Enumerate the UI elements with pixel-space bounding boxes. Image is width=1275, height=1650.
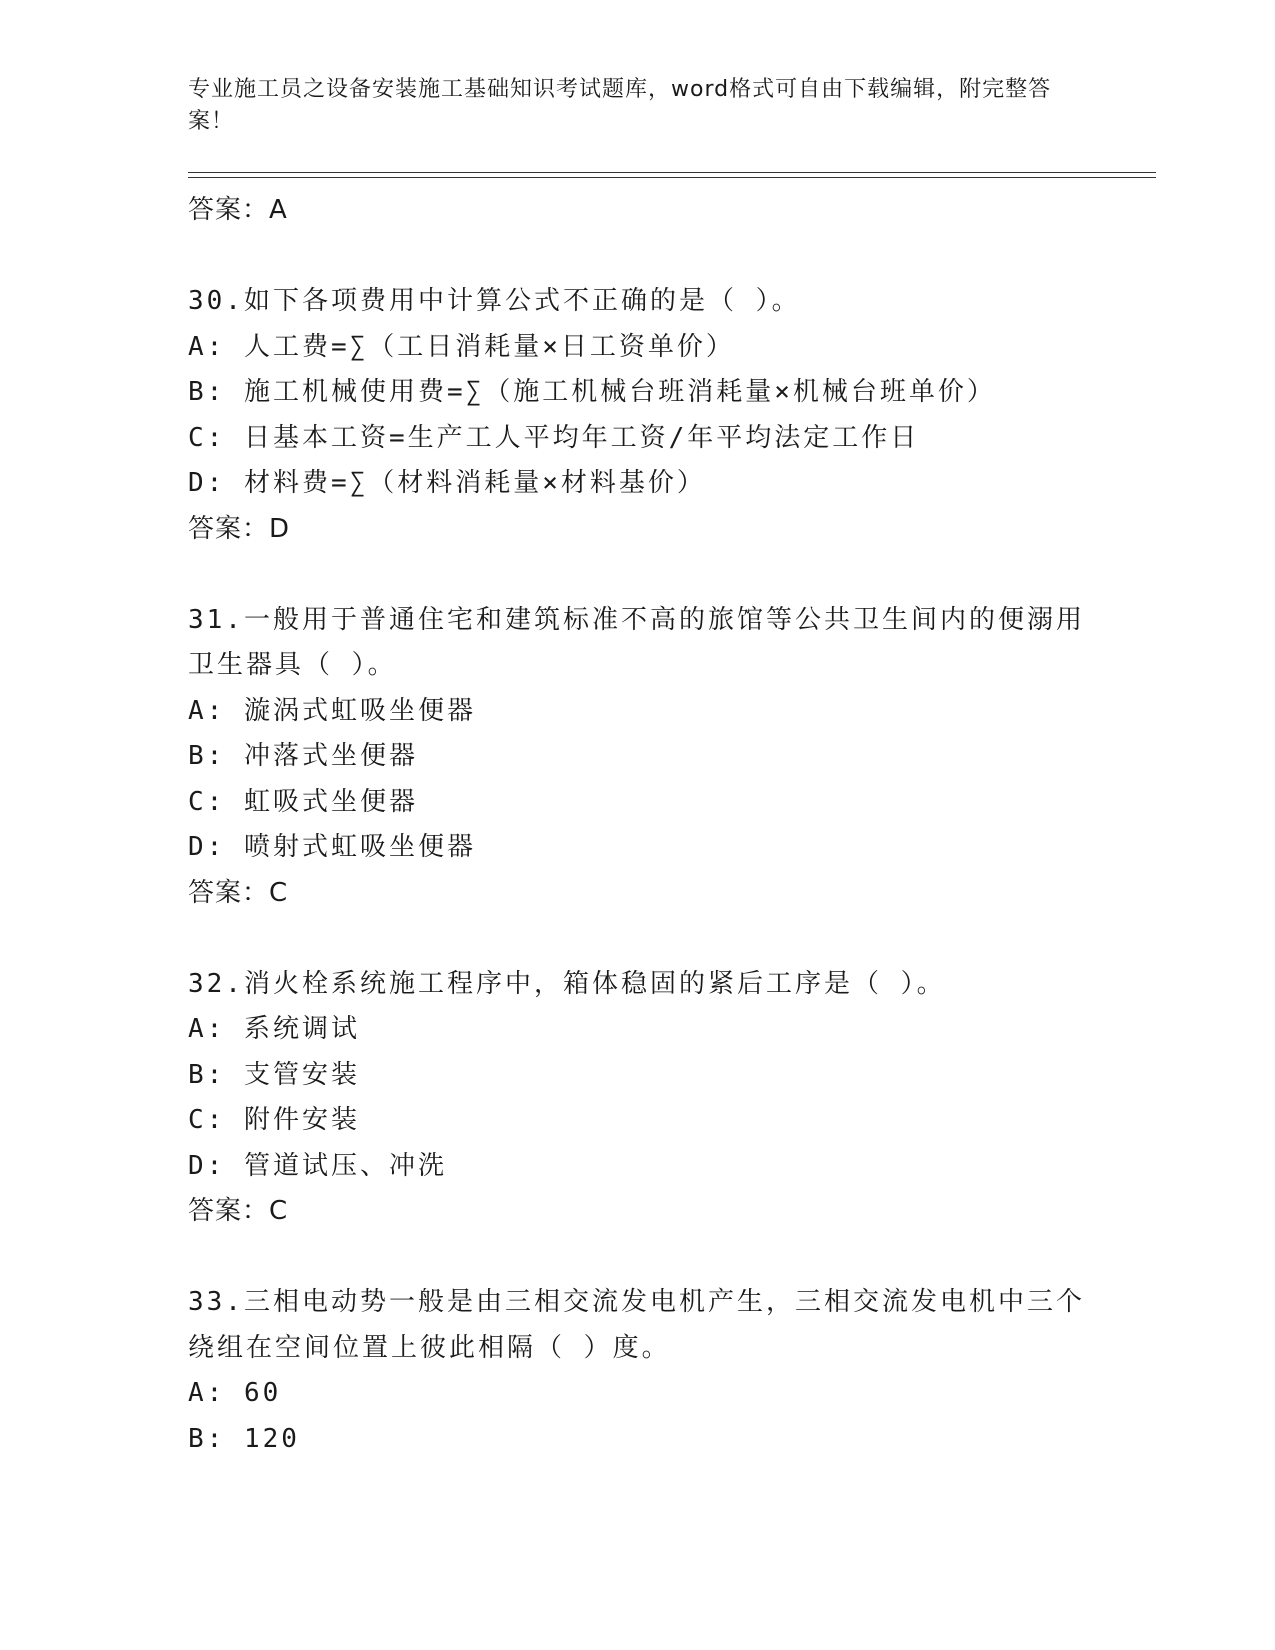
question-text: 33.三相电动势一般是由三相交流发电机产生，三相交流发电机中三个绕组在空间位置上彼此相隔（ ）度。 xyxy=(188,1287,1085,1363)
spacer xyxy=(188,552,1088,598)
option-a: A: 60 xyxy=(188,1378,282,1408)
option-d: D: 管道试压、冲洗 xyxy=(188,1150,447,1181)
option-d: D: 喷射式虹吸坐便器 xyxy=(188,832,476,862)
question-block-33 xyxy=(188,1280,1088,1462)
option-c: C: 日基本工资=生产工人平均年工资/年平均法定工作日 xyxy=(188,422,920,453)
option-b: B: 施工机械使用费=∑（施工机械台班消耗量×机械台班单价） xyxy=(188,377,996,407)
question-list xyxy=(188,188,1088,1462)
option-a: A: 系统调试 xyxy=(188,1014,360,1044)
spacer xyxy=(188,916,1088,962)
header-divider-top xyxy=(188,172,1156,173)
option-d: D: 材料费=∑（材料消耗量×材料基价） xyxy=(188,468,706,498)
question-block-30 xyxy=(188,279,1088,552)
question-text: 30.如下各项费用中计算公式不正确的是（ ）。 xyxy=(188,286,801,316)
answer-text: 答案：C xyxy=(188,1196,289,1226)
header-divider-bottom xyxy=(188,177,1156,178)
option-c: C: 虹吸式坐便器 xyxy=(188,786,418,817)
question-block-32 xyxy=(188,962,1088,1235)
option-a: A: 人工费=∑（工日消耗量×日工资单价） xyxy=(188,331,735,362)
option-b: B: 冲落式坐便器 xyxy=(188,741,418,771)
option-b: B: 120 xyxy=(188,1423,300,1454)
question-block-31 xyxy=(188,598,1088,917)
answer-text: 答案：C xyxy=(188,877,289,908)
option-b: B: 支管安装 xyxy=(188,1059,360,1090)
document-header: 专业施工员之设备安装施工基础知识考试题库，word格式可自由下载编辑，附完整答案！ xyxy=(188,77,1052,134)
spacer xyxy=(188,234,1088,280)
question-text: 32.消火栓系统施工程序中，箱体稳固的紧后工序是（ ）。 xyxy=(188,968,946,999)
answer-text: 答案：D xyxy=(188,513,291,544)
previous-answer: 答案：A xyxy=(188,195,288,225)
option-a: A: 漩涡式虹吸坐便器 xyxy=(188,695,476,726)
question-text: 31.一般用于普通住宅和建筑标准不高的旅馆等公共卫生间内的便溺用卫生器具（ ）。 xyxy=(188,604,1085,680)
option-c: C: 附件安装 xyxy=(188,1105,360,1135)
spacer xyxy=(188,1235,1088,1281)
